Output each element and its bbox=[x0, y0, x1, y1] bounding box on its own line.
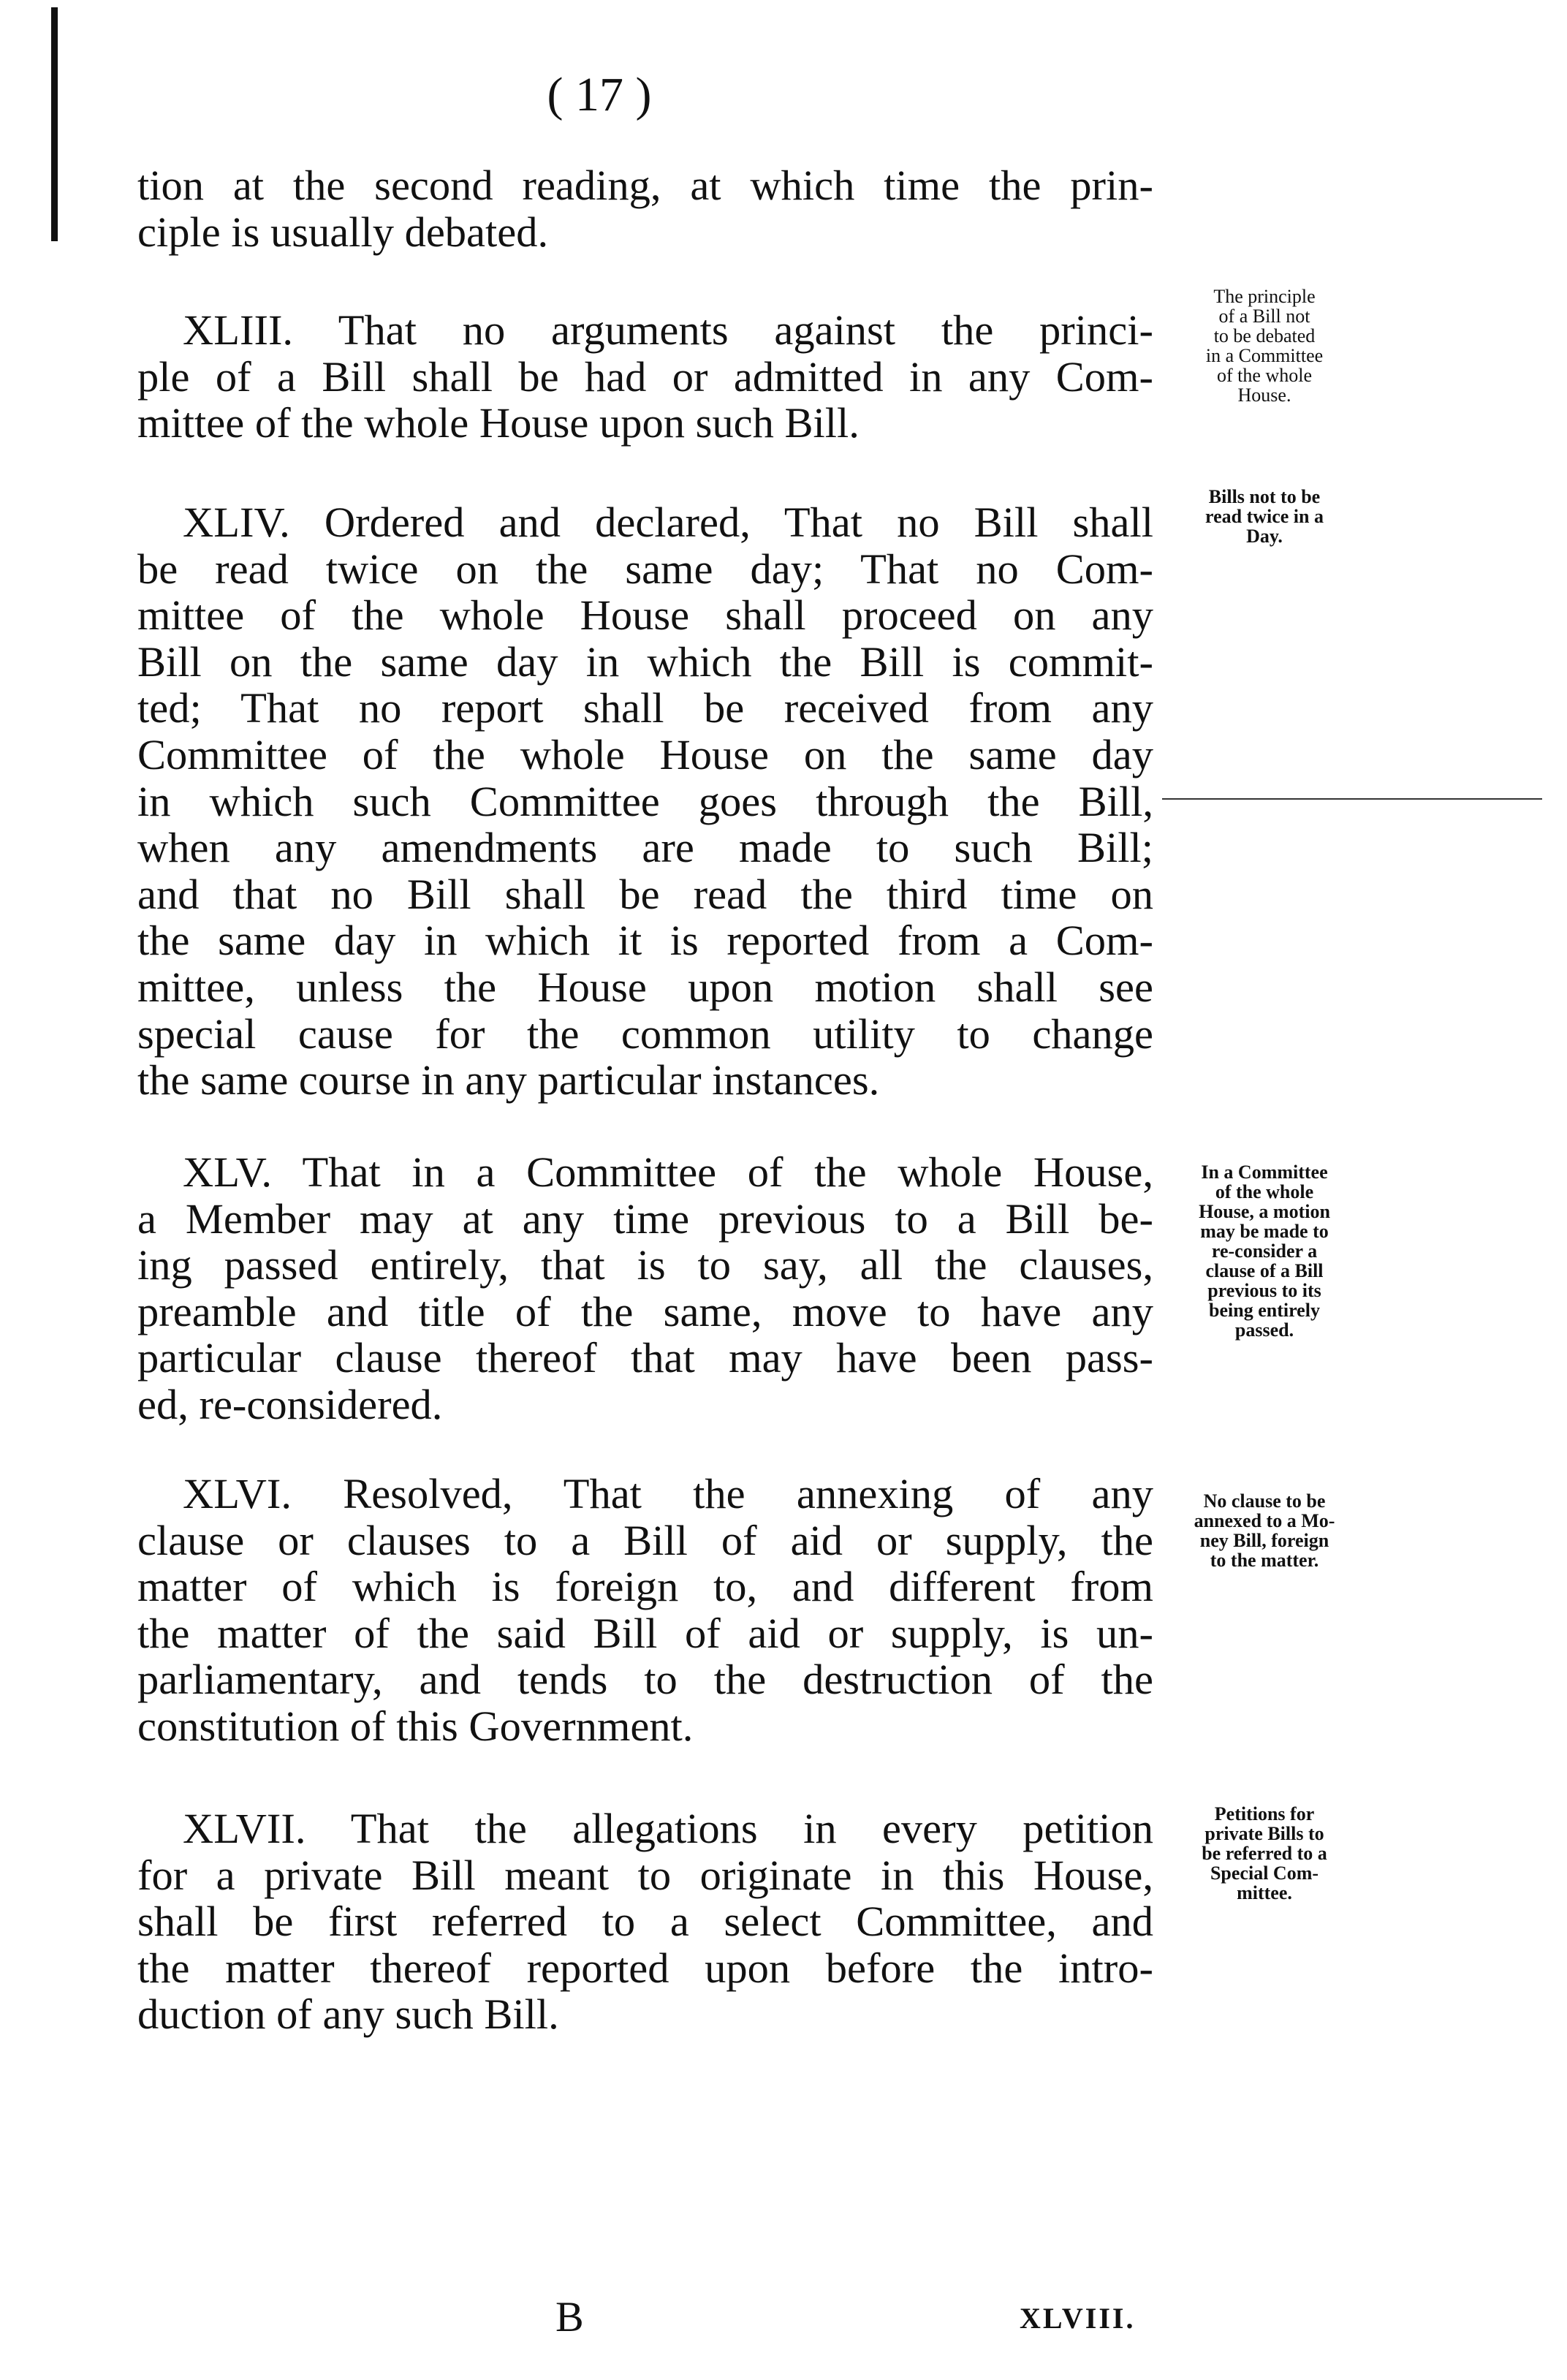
stray-rule-line bbox=[1162, 798, 1542, 800]
note-line: in a Committee bbox=[1205, 345, 1324, 366]
note-line: Bills not to be bbox=[1208, 486, 1321, 507]
paragraph-xliii bbox=[137, 307, 1153, 447]
paragraph-xliv bbox=[137, 499, 1153, 1104]
text-line: ted; That no report shall be received from any bbox=[137, 684, 1153, 732]
text-line: ciple is usually debated. bbox=[137, 208, 549, 256]
signature-mark: B bbox=[555, 2293, 584, 2341]
text-line: duction of any such Bill. bbox=[137, 1990, 559, 2039]
note-line: to be debated bbox=[1213, 325, 1316, 346]
note-line: re-consider a bbox=[1211, 1240, 1318, 1262]
note-line: Petitions for bbox=[1214, 1803, 1315, 1824]
text-line: constitution of this Government. bbox=[137, 1702, 694, 1750]
text-line: shall be first referred to a select Committee, and bbox=[137, 1898, 1153, 1946]
text-line: XLVII. That the allegations in every petition bbox=[183, 1805, 1153, 1852]
text-line: mittee of the whole House upon such Bill. bbox=[137, 399, 860, 447]
text-line: XLIV. Ordered and declared, That no Bill shall bbox=[183, 499, 1153, 546]
text-line: tion at the second reading, at which time the prin- bbox=[137, 162, 1153, 209]
paragraph-xlv bbox=[137, 1149, 1153, 1428]
text-line: mittee, unless the House upon motion shall see bbox=[137, 963, 1153, 1011]
text-line: in which such Committee goes through the Bill, bbox=[137, 777, 1153, 825]
text-line: particular clause thereof that may have been pass- bbox=[137, 1334, 1153, 1382]
text-line: be read twice on the same day; That no Com- bbox=[137, 545, 1153, 593]
paragraph-continuation bbox=[137, 162, 1153, 255]
note-line: House, a motion bbox=[1199, 1201, 1330, 1222]
note-line: clause of a Bill bbox=[1205, 1260, 1324, 1281]
text-line: clause or clauses to a Bill of aid or supply, the bbox=[137, 1516, 1153, 1564]
margin-note-money-bill bbox=[1169, 1491, 1359, 1570]
text-line: the same day in which it is reported from a Com- bbox=[137, 917, 1153, 965]
note-line: read twice in a bbox=[1205, 506, 1324, 527]
note-line: The principle bbox=[1213, 286, 1316, 307]
note-line: may be made to bbox=[1200, 1221, 1329, 1242]
text-line: XLIII. That no arguments against the princi- bbox=[183, 306, 1153, 354]
note-line: be referred to a bbox=[1202, 1843, 1327, 1864]
text-line: the same course in any particular instances. bbox=[137, 1056, 880, 1104]
note-line: Special Com- bbox=[1210, 1862, 1319, 1884]
text-line: ing passed entirely, that is to say, all the clauses, bbox=[137, 1241, 1153, 1289]
text-line: for a private Bill meant to originate in this House, bbox=[137, 1851, 1153, 1899]
left-margin-rule bbox=[51, 7, 58, 241]
note-line: passed. bbox=[1234, 1319, 1294, 1341]
text-line: matter of which is foreign to, and different from bbox=[137, 1563, 1153, 1611]
note-line: of the whole bbox=[1215, 1181, 1314, 1202]
note-line: of a Bill not bbox=[1218, 306, 1310, 327]
note-line: mittee. bbox=[1237, 1882, 1292, 1903]
note-line: annexed to a Mo- bbox=[1194, 1510, 1335, 1531]
text-line: ed, re-considered. bbox=[137, 1380, 443, 1428]
note-line: being entirely bbox=[1209, 1300, 1320, 1321]
text-line: Bill on the same day in which the Bill is commit- bbox=[137, 637, 1153, 686]
text-line: the matter thereof reported upon before the intro- bbox=[137, 1944, 1153, 1992]
margin-note-petitions bbox=[1169, 1804, 1359, 1903]
text-line: special cause for the common utility to change bbox=[137, 1009, 1153, 1058]
note-line: previous to its bbox=[1207, 1280, 1321, 1301]
margin-note-reconsider-clause bbox=[1169, 1162, 1359, 1340]
catchword: XLVIII. bbox=[1020, 2302, 1136, 2335]
note-line: to the matter. bbox=[1210, 1550, 1319, 1571]
note-line: of the whole bbox=[1217, 365, 1312, 386]
text-line: and that no Bill shall be read the third time on bbox=[137, 870, 1153, 918]
text-line: ple of a Bill shall be had or admitted in any Com- bbox=[137, 352, 1153, 401]
note-line: Day. bbox=[1246, 526, 1283, 547]
margin-note-principle bbox=[1169, 287, 1359, 405]
text-line: a Member may at any time previous to a Bill be- bbox=[137, 1194, 1153, 1243]
text-line: the matter of the said Bill of aid or supply, is un- bbox=[137, 1609, 1153, 1657]
text-line: when any amendments are made to such Bill; bbox=[137, 824, 1153, 872]
note-line: ney Bill, foreign bbox=[1199, 1530, 1329, 1551]
text-line: Committee of the whole House on the same day bbox=[137, 730, 1153, 778]
note-line: No clause to be bbox=[1203, 1490, 1326, 1512]
text-line: parliamentary, and tends to the destruction of the bbox=[137, 1656, 1153, 1704]
text-line: mittee of the whole House shall proceed on any bbox=[137, 591, 1153, 640]
margin-note-bills-read-twice bbox=[1169, 487, 1359, 546]
note-line: House. bbox=[1237, 384, 1291, 406]
page-number: ( 17 ) bbox=[547, 68, 652, 121]
paragraph-xlvi bbox=[137, 1471, 1153, 1750]
note-line: private Bills to bbox=[1204, 1823, 1324, 1844]
text-line: XLVI. Resolved, That the annexing of any bbox=[183, 1470, 1153, 1517]
paragraph-xlvii bbox=[137, 1805, 1153, 2038]
note-line: In a Committee bbox=[1201, 1161, 1328, 1183]
text-line: XLV. That in a Committee of the whole House, bbox=[183, 1148, 1153, 1196]
text-line: preamble and title of the same, move to have any bbox=[137, 1287, 1153, 1335]
